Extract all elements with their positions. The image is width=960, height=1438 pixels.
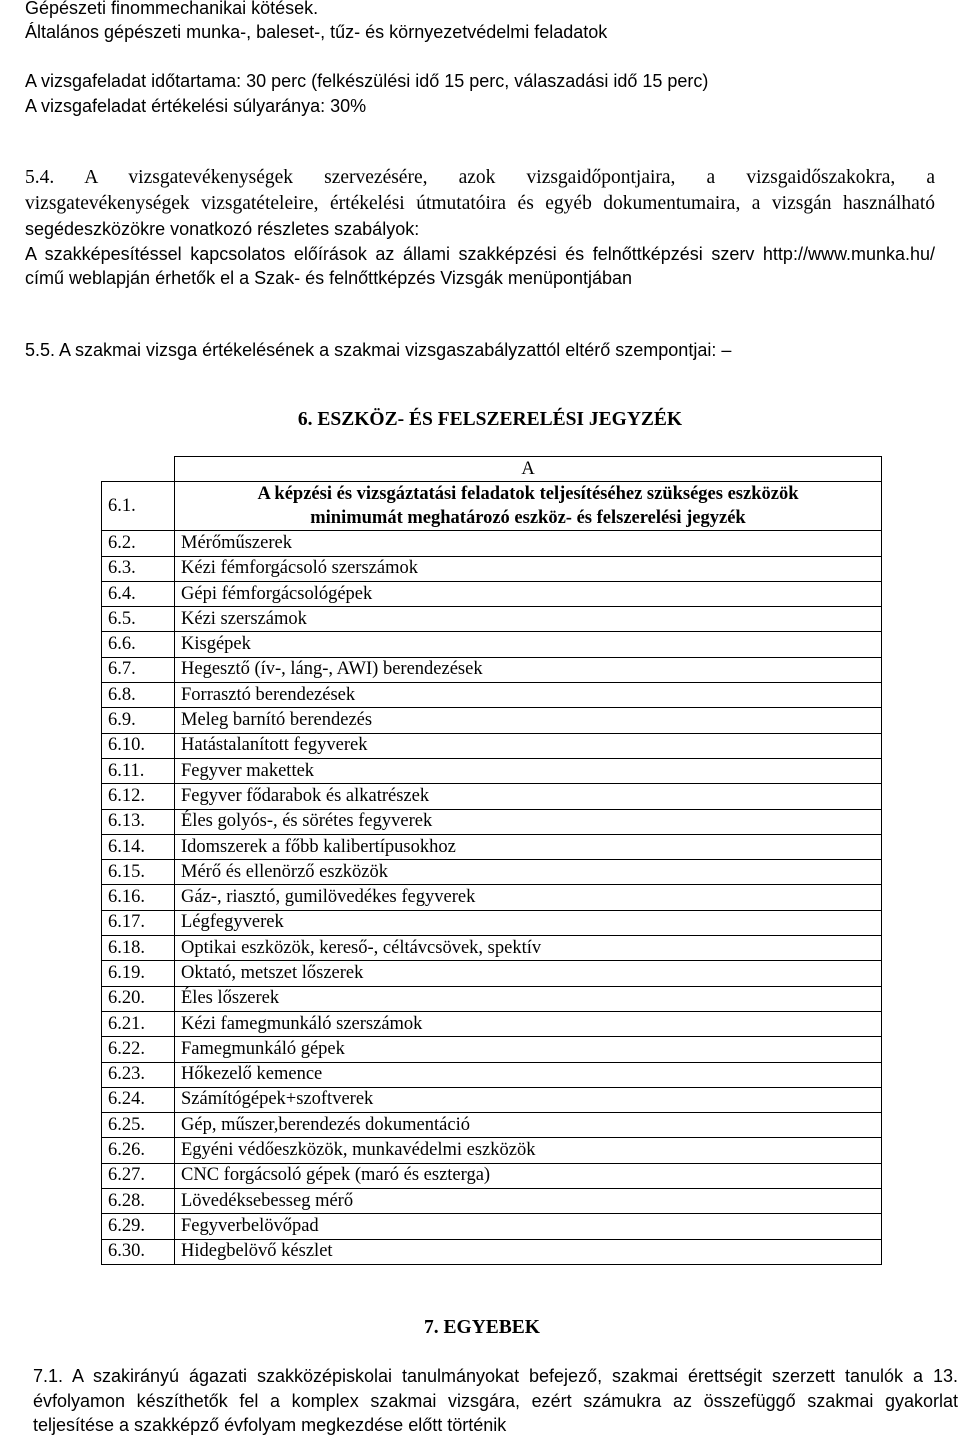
equipment-item: Éles golyós-, és sörétes fegyverek xyxy=(175,809,882,834)
header-line-2: Általános gépészeti munka-, baleset-, tűz- és környezetvédelmi feladatok xyxy=(25,22,608,42)
equipment-item: Meleg barnító berendezés xyxy=(175,708,882,733)
table-row xyxy=(102,733,882,758)
section-7-1-line-1: 7.1. A szakirányú ágazati szakközépiskolai tanulmányokat befejező, szakmai érettségit szerzett tanulók a 13. xyxy=(33,1366,958,1386)
section-5-4-line-1: 5.4. A vizsgatevékenységek szervezésére, azok vizsgaidőpontjaira, a vizsgaidőszakokra, a xyxy=(25,167,935,188)
equipment-item: Mérő és ellenörző eszközök xyxy=(175,860,882,885)
row-number: 6.21. xyxy=(102,1011,175,1036)
table-row xyxy=(102,1011,882,1036)
row-number: 6.17. xyxy=(102,910,175,935)
equipment-item: Fegyver fődarabok és alkatrészek xyxy=(175,784,882,809)
equipment-item: Egyéni védőeszközök, munkavédelmi eszközök xyxy=(175,1138,882,1163)
row-number: 6.23. xyxy=(102,1062,175,1087)
table-row xyxy=(102,657,882,682)
row-number: 6.10. xyxy=(102,733,175,758)
table-row xyxy=(102,1062,882,1087)
row-number: 6.11. xyxy=(102,758,175,783)
section-6-title: 6. ESZKÖZ- ÉS FELSZERELÉSI JEGYZÉK xyxy=(297,409,683,430)
equipment-item: Hidegbelövő készlet xyxy=(175,1239,882,1264)
table-row xyxy=(102,482,882,531)
row-number: 6.29. xyxy=(102,1214,175,1239)
row-number: 6.14. xyxy=(102,834,175,859)
table-row xyxy=(102,834,882,859)
row-number: 6.7. xyxy=(102,657,175,682)
header-line-1: Gépészeti finommechanikai kötések. xyxy=(25,0,319,18)
table-row xyxy=(102,1189,882,1214)
equipment-item: Mérőműszerek xyxy=(175,531,882,556)
table-row xyxy=(102,961,882,986)
equipment-item: Légfegyverek xyxy=(175,910,882,935)
exam-weight: A vizsgafeladat értékelési súlyaránya: 30% xyxy=(25,96,367,116)
row-number: 6.19. xyxy=(102,961,175,986)
section-7-title: 7. EGYEBEK xyxy=(424,1317,540,1338)
table-row xyxy=(102,809,882,834)
row-number: 6.27. xyxy=(102,1163,175,1188)
row-number: 6.5. xyxy=(102,607,175,632)
section-7-1-line-2: évfolyamon készíthetők fel a komplex szakmai vizsgára, ezért számukra az összefüggő szakmai gyakorlat xyxy=(33,1391,958,1411)
section-5-4-line-4: A szakképesítéssel kapcsolatos előírások az állami szakképzési és felnőttképzési szerv http://www.munka.hu/ xyxy=(25,244,935,264)
row-number: 6.13. xyxy=(102,809,175,834)
row-number: 6.28. xyxy=(102,1189,175,1214)
table-row xyxy=(102,860,882,885)
row-number: 6.12. xyxy=(102,784,175,809)
row-number: 6.26. xyxy=(102,1138,175,1163)
table-row xyxy=(102,1239,882,1264)
row-number: 6.2. xyxy=(102,531,175,556)
equipment-item: Forrasztó berendezések xyxy=(175,683,882,708)
row-number: 6.3. xyxy=(102,556,175,581)
equipment-item: Optikai eszközök, kereső-, céltávcsövek, spektív xyxy=(175,936,882,961)
table-row xyxy=(102,1214,882,1239)
row-number: 6.8. xyxy=(102,683,175,708)
row-number: 6.22. xyxy=(102,1037,175,1062)
table-row xyxy=(102,986,882,1011)
equipment-item: Éles lőszerek xyxy=(175,986,882,1011)
row-number: 6.6. xyxy=(102,632,175,657)
equipment-item: Hőkezelő kemence xyxy=(175,1062,882,1087)
row-number: 6.1. xyxy=(102,482,175,531)
equipment-item: Hatástalanított fegyverek xyxy=(175,733,882,758)
list-title xyxy=(175,482,882,531)
exam-duration: A vizsgafeladat időtartama: 30 perc (felkészülési idő 15 perc, válaszadási idő 15 perc) xyxy=(25,71,709,91)
column-header-a: A xyxy=(175,457,882,482)
row-number: 6.16. xyxy=(102,885,175,910)
list-title-line-2: minimumát meghatározó eszköz- és felszerelési jegyzék xyxy=(310,508,746,529)
table-row xyxy=(102,531,882,556)
equipment-item: Famegmunkáló gépek xyxy=(175,1037,882,1062)
table-row xyxy=(102,1087,882,1112)
table-header-row xyxy=(102,457,882,482)
equipment-item: CNC forgácsoló gépek (maró és eszterga) xyxy=(175,1163,882,1188)
table-row xyxy=(102,758,882,783)
table-row xyxy=(102,708,882,733)
equipment-item: Kézi fémforgácsoló szerszámok xyxy=(175,556,882,581)
row-number: 6.24. xyxy=(102,1087,175,1112)
section-5-4-line-2: vizsgatevékenységek vizsgatételeire, értékelési útmutatóira és egyéb dokumentumaira, a vizsgán használható xyxy=(25,193,935,214)
equipment-item: Gépi fémforgácsológépek xyxy=(175,581,882,606)
equipment-item: Oktató, metszet lőszerek xyxy=(175,961,882,986)
table-row xyxy=(102,1037,882,1062)
row-number: 6.4. xyxy=(102,581,175,606)
equipment-item: Fegyver makettek xyxy=(175,758,882,783)
equipment-item: Gép, műszer,berendezés dokumentáció xyxy=(175,1113,882,1138)
table-row xyxy=(102,784,882,809)
table-row xyxy=(102,885,882,910)
row-number: 6.20. xyxy=(102,986,175,1011)
row-number: 6.9. xyxy=(102,708,175,733)
equipment-item: Idomszerek a főbb kalibertípusokhoz xyxy=(175,834,882,859)
table-row xyxy=(102,683,882,708)
table-row xyxy=(102,910,882,935)
table-row xyxy=(102,581,882,606)
table-row xyxy=(102,556,882,581)
equipment-item: Gáz-, riasztó, gumilövedékes fegyverek xyxy=(175,885,882,910)
equipment-item: Számítógépek+szoftverek xyxy=(175,1087,882,1112)
equipment-item: Fegyverbelövőpad xyxy=(175,1214,882,1239)
equipment-item: Kézi famegmunkáló szerszámok xyxy=(175,1011,882,1036)
table-row xyxy=(102,1113,882,1138)
equipment-table xyxy=(101,456,882,1265)
table-row xyxy=(102,1138,882,1163)
equipment-item: Kisgépek xyxy=(175,632,882,657)
section-5-4-line-3: segédeszközökre vonatkozó részletes szabályok: xyxy=(25,219,420,239)
equipment-item: Hegesztő (ív-, láng-, AWI) berendezések xyxy=(175,657,882,682)
table-row xyxy=(102,1163,882,1188)
section-5-5: 5.5. A szakmai vizsga értékelésének a szakmai vizsgaszabályzattól eltérő szempontjai: – xyxy=(25,340,732,360)
section-5-4-line-5: című weblapján érhetők el a Szak- és felnőttképzés Vizsgák menüpontjában xyxy=(25,268,633,288)
row-number: 6.25. xyxy=(102,1113,175,1138)
row-number: 6.15. xyxy=(102,860,175,885)
row-number: 6.30. xyxy=(102,1239,175,1264)
table-row xyxy=(102,632,882,657)
equipment-item: Lövedéksebesseg mérő xyxy=(175,1189,882,1214)
equipment-item: Kézi szerszámok xyxy=(175,607,882,632)
list-title-line-1: A képzési és vizsgáztatási feladatok teljesítéséhez szükséges eszközök xyxy=(257,484,799,505)
table-row xyxy=(102,936,882,961)
row-number: 6.18. xyxy=(102,936,175,961)
table-row xyxy=(102,607,882,632)
section-7-1-line-3: teljesítése a szakképző évfolyam megkezdése előtt történik xyxy=(33,1415,507,1435)
